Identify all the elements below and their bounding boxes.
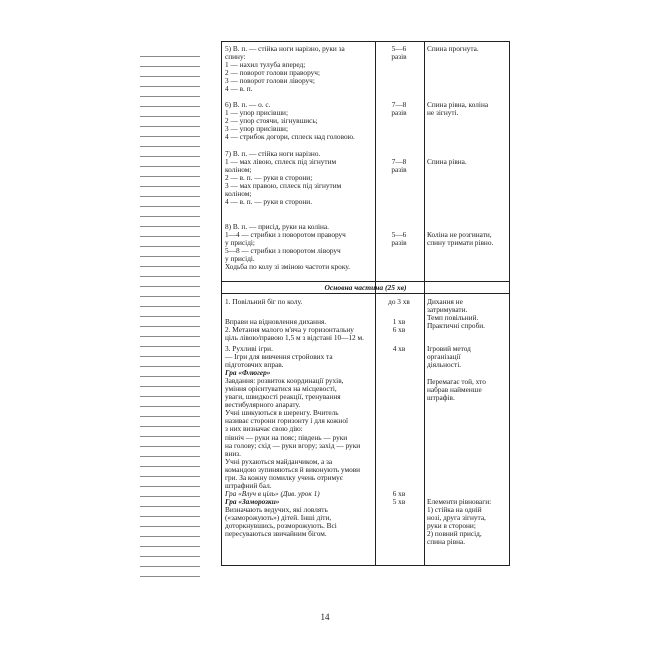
text-line: підготовчих вправ. — [225, 360, 284, 370]
note-line — [140, 67, 200, 77]
note-line — [140, 97, 200, 107]
text-line: Елементи рівноваги: — [427, 497, 492, 506]
note-line — [140, 407, 200, 417]
text-line: 8) В. п. — присід, руки на коліна. — [225, 222, 329, 231]
note-line — [140, 537, 200, 547]
note-line — [140, 437, 200, 447]
text-line: у присіді; — [225, 238, 255, 248]
note-line — [140, 77, 200, 87]
text-line: Дихання не — [427, 297, 463, 306]
margin-note-lines — [140, 47, 200, 577]
text-line: Спина рівна. — [427, 157, 467, 166]
note-line — [140, 257, 200, 267]
note-line — [140, 107, 200, 117]
text-line: організації — [427, 352, 461, 362]
text-line: 3. Рухливі ігри. — [225, 344, 273, 353]
notes-8 — [427, 231, 507, 247]
dosage-main-3b — [379, 490, 419, 506]
dosage-6 — [379, 101, 419, 117]
text-line: Перемагає той, хто — [427, 377, 486, 386]
note-line — [140, 427, 200, 437]
note-line — [140, 237, 200, 247]
game-title: Гра «Заморозки» — [225, 496, 280, 506]
text-line: спину тримати рівно. — [427, 238, 494, 248]
note-line — [140, 277, 200, 287]
notes-6 — [427, 101, 507, 117]
note-line — [140, 177, 200, 187]
text-line: разів — [391, 108, 407, 118]
note-line — [140, 377, 200, 387]
text-line: уваги, швидкості реакції, тренування — [225, 392, 341, 402]
text-line: 4 хв — [392, 344, 406, 353]
note-line — [140, 147, 200, 157]
section-title: Основна частина (25 хв) — [324, 283, 407, 292]
lesson-table — [221, 41, 510, 566]
text-line: Вправи на відновлення дихання. — [225, 317, 327, 326]
exercise-5 — [225, 45, 375, 93]
note-line — [140, 527, 200, 537]
note-line — [140, 197, 200, 207]
text-line: 5) В. п. — стійка ноги нарізно, руки за — [225, 44, 345, 53]
text-line: уміння орієнтуватися на місцевості, — [225, 384, 337, 394]
text-line: північ — руки на пояс; південь — руки — [225, 432, 348, 442]
note-line — [140, 397, 200, 407]
text-line: 6 хв — [392, 489, 406, 498]
text-line: 2 — упор стоячи, зігнувшись; — [225, 116, 318, 126]
note-line — [140, 117, 200, 127]
note-line — [140, 417, 200, 427]
text-line: 1 хв — [392, 317, 406, 326]
notes-7 — [427, 158, 507, 166]
note-line — [140, 167, 200, 177]
text-line: 3 — поворот голови ліворуч; — [225, 76, 315, 86]
text-line: Завдання: розвиток координації рухів, — [225, 376, 344, 386]
note-line — [140, 507, 200, 517]
note-line — [140, 567, 200, 577]
text-line: 3 — упор присівши; — [225, 124, 288, 134]
text-line: нозі, друга зігнута, — [427, 513, 486, 523]
text-line: Визначають ведучих, які ловлять — [225, 504, 328, 514]
text-line: 1 — упор присівши; — [225, 108, 288, 118]
text-line: Спина рівна, коліна — [427, 100, 489, 109]
column-divider — [375, 42, 376, 565]
row-divider — [222, 293, 509, 294]
note-line — [140, 57, 200, 67]
text-line: Ходьба по колу зі зміною частоти кроку. — [225, 262, 351, 272]
text-line: Коліна не розгинати, — [427, 230, 492, 239]
text-line: 2 — поворот голови праворуч; — [225, 68, 320, 78]
text-line: разів — [391, 165, 407, 175]
text-line: разів — [391, 52, 407, 62]
text-line: 3 — мах правою, сплеск під зігнутим — [225, 181, 342, 191]
note-line — [140, 467, 200, 477]
text-line: 1) стійка на одній — [427, 505, 482, 515]
note-line — [140, 517, 200, 527]
note-line — [140, 317, 200, 327]
column-divider — [424, 42, 425, 565]
note-line — [140, 137, 200, 147]
text-line: гри. За кожну помилку учень отримує — [225, 472, 343, 482]
text-line: 7) В. п. — стійка ноги нарізно. — [225, 149, 321, 158]
text-line: вниз. — [225, 448, 241, 458]
dosage-5 — [379, 45, 419, 61]
text-line: коліном; — [225, 165, 252, 175]
dosage-main-3 — [379, 345, 419, 353]
note-line — [140, 227, 200, 237]
note-line — [140, 187, 200, 197]
note-line — [140, 387, 200, 397]
text-line: разів — [391, 238, 407, 248]
text-line: діяльності. — [427, 360, 462, 370]
text-line: Учні шикуються в шеренгу. Вчитель — [225, 408, 339, 418]
notes-main-3b — [427, 378, 507, 402]
text-line: Учні рухаються майданчиком, а за — [225, 456, 333, 466]
text-line: Спина прогнута. — [427, 44, 479, 53]
note-line — [140, 217, 200, 227]
text-line: 7—8 — [391, 157, 407, 166]
game-title: Гра «Влуч в ціль» (Див. урок 1) — [225, 488, 320, 498]
text-line: 4 — стрибок догори, сплеск над головою. — [225, 132, 355, 142]
text-line: 2. Метання малого м'яча у горизонтальну — [225, 325, 354, 335]
text-line: 1 — мах лівою, сплеск під зігнутим — [225, 157, 337, 167]
text-line: 7—8 — [391, 100, 407, 109]
notes-5 — [427, 45, 507, 53]
text-line: називає сторони горизонту і для кожної — [225, 416, 349, 426]
exercise-main-2 — [225, 318, 375, 342]
text-line: доторкнувшись, розморожують. Всі — [225, 521, 337, 531]
text-line: штрафний бал. — [225, 480, 272, 490]
text-line: 5—6 — [391, 230, 407, 239]
text-line: командою зупиняються й виконують умови — [225, 464, 361, 474]
text-line: 4 — в. п. — руки в сторони. — [225, 197, 313, 207]
dosage-main-2 — [379, 318, 419, 334]
text-line: не зігнуті. — [427, 108, 459, 118]
text-line: («заморожують») дітей. Інші діти, — [225, 512, 332, 522]
text-line: Практичні спроби. — [427, 321, 486, 331]
note-line — [140, 157, 200, 167]
text-line: 6 хв — [392, 325, 406, 335]
dosage-8 — [379, 231, 419, 247]
text-line: 2) повний присід, — [427, 529, 482, 539]
note-line — [140, 247, 200, 257]
note-line — [140, 287, 200, 297]
text-line: до 3 хв — [388, 297, 410, 306]
row-divider — [222, 281, 509, 282]
note-line — [140, 337, 200, 347]
exercise-8 — [225, 223, 375, 271]
note-line — [140, 457, 200, 467]
exercise-7 — [225, 150, 375, 206]
text-line: 5—8 — стрибки з поворотом ліворуч — [225, 246, 341, 256]
note-line — [140, 297, 200, 307]
text-line: Ігровий метод — [427, 344, 471, 353]
note-line — [140, 557, 200, 567]
text-line: затримувати. — [427, 305, 468, 315]
text-line: 1 — нахил тулуба вперед; — [225, 60, 306, 70]
text-line: коліном; — [225, 189, 252, 199]
text-line: 5—6 — [391, 44, 407, 53]
text-line: ціль лівою/правою 1,5 м з відстані 10—12 м. — [225, 333, 364, 343]
note-line — [140, 347, 200, 357]
text-line: руки в сторони; — [427, 521, 476, 531]
text-line: — Ігри для вивчення стройових та — [225, 352, 333, 362]
page-number: 14 — [320, 612, 330, 622]
dosage-main-1 — [379, 298, 419, 306]
notes-main-3c — [427, 498, 507, 546]
note-line — [140, 327, 200, 337]
note-line — [140, 477, 200, 487]
text-line: штрафів. — [427, 393, 455, 403]
text-line: 1. Повільний біг по колу. — [225, 297, 303, 306]
note-line — [140, 207, 200, 217]
text-line: спина рівна. — [427, 537, 466, 547]
text-line: 6) В. п. — о. с. — [225, 100, 271, 109]
note-line — [140, 497, 200, 507]
dosage-7 — [379, 158, 419, 174]
note-line — [140, 267, 200, 277]
exercise-main-3 — [225, 345, 375, 538]
note-line — [140, 487, 200, 497]
note-line — [140, 87, 200, 97]
text-line: у присіді. — [225, 254, 255, 264]
note-line — [140, 357, 200, 367]
note-line — [140, 307, 200, 317]
text-line: пересуваються звичайним бігом. — [225, 529, 327, 539]
text-line: спину: — [225, 52, 246, 62]
exercise-6 — [225, 101, 375, 141]
notes-main-3 — [427, 345, 507, 369]
text-line: на голову; схід — руки вгору; захід — руки — [225, 440, 361, 450]
note-line — [140, 47, 200, 57]
text-line: набрав найменше — [427, 385, 482, 395]
note-line — [140, 127, 200, 137]
note-line — [140, 367, 200, 377]
notes-main-1 — [427, 298, 507, 330]
text-line: 2 — в. п. — руки в сторони; — [225, 173, 313, 183]
text-line: 5 хв — [392, 497, 406, 507]
note-line — [140, 447, 200, 457]
note-line — [140, 547, 200, 557]
game-title: Гра «Флюгер» — [225, 368, 271, 378]
text-line: з них визначає свою дію: — [225, 424, 303, 434]
text-line: 1—4 — стрибки з поворотом праворуч — [225, 230, 346, 240]
text-line: 4 — в. п. — [225, 84, 253, 94]
text-line: Темп повільний. — [427, 313, 479, 323]
text-line: вестибулярного апарату. — [225, 400, 301, 410]
exercise-main-1 — [225, 298, 375, 306]
